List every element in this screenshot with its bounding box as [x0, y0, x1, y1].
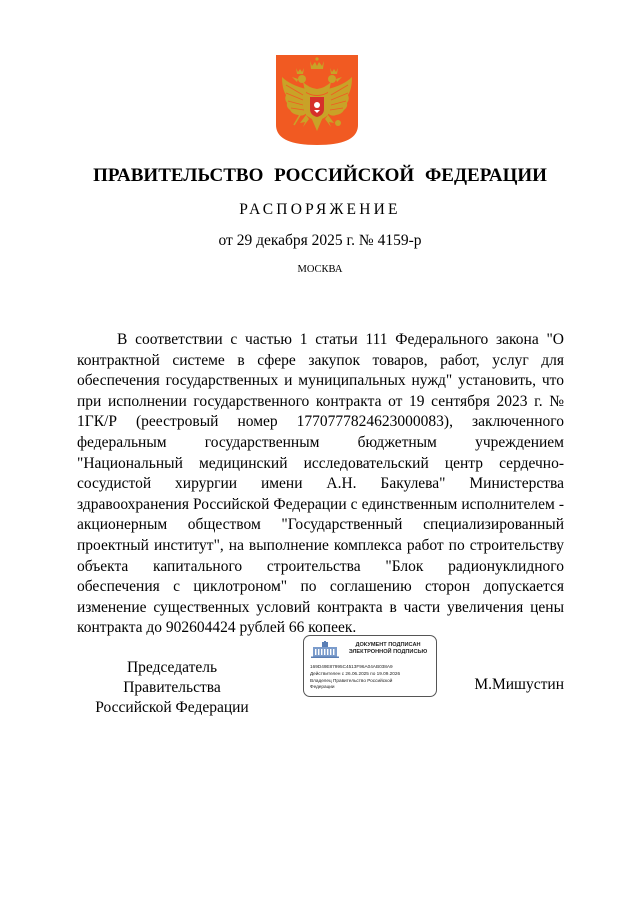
stamp-owner-line1: Владелец Правительство Российской [310, 678, 393, 683]
stamp-validity: Действителен с 26.06.2025 по 19.09.2026 [310, 671, 401, 676]
government-building-icon [311, 641, 339, 658]
electronic-signature-stamp [303, 635, 437, 697]
signer-title-line1: Председатель Правительства [123, 659, 221, 696]
signer-name: М.Мишустин [474, 676, 564, 693]
signer-title [77, 658, 267, 718]
coat-of-arms-icon [276, 55, 358, 145]
order-paragraph: В соответствии с частью 1 статьи 111 Федерального закона "О контрактной системе в сфере закупок товаров, работ, услуг для обеспечения государственных и муниципальных нужд" установить, что при исполнении государственного контракта от 19 сентября 2023 г. № 1ГК/Р (реестровый номер 1770777824623000083), заключенного федеральным государственным бюджетным учреждением "Национальный медицинский исследовательский центр сердечно-сосудистой хирургии имени А.Н. Бакулева" Министерства здравоохранения Российской Федерации с единственным исполнителем - акционерным обществом "Государственный специализированный проектный институт", на выполнение комплекса работ по строительству объекта капитального строительства "Блок радионуклидного обеспечения с циклотроном" по соглашению сторон допускается изменение существенных условий контракта в части увеличения цены контракта до 902604424 рублей 66 копеек. [77, 331, 564, 637]
stamp-owner-line2: Федерации [310, 684, 335, 689]
document-type: РАСПОРЯЖЕНИЕ [239, 201, 401, 218]
document-city: МОСКВА [297, 264, 343, 275]
stamp-heading-line2: ЭЛЕКТРОННОЙ ПОДПИСЬЮ [348, 649, 428, 655]
stamp-heading-line1: ДОКУМЕНТ ПОДПИСАН [355, 642, 421, 648]
stamp-certificate: 169D49E87995C4513F96A04AB038A9 [310, 664, 393, 669]
signer-title-line2: Российской Федерации [95, 699, 249, 716]
stamp-heading [340, 642, 436, 656]
document-date-number: от 29 декабря 2025 г. № 4159-р [218, 232, 422, 249]
government-title: ПРАВИТЕЛЬСТВО РОССИЙСКОЙ ФЕДЕРАЦИИ [93, 165, 547, 186]
